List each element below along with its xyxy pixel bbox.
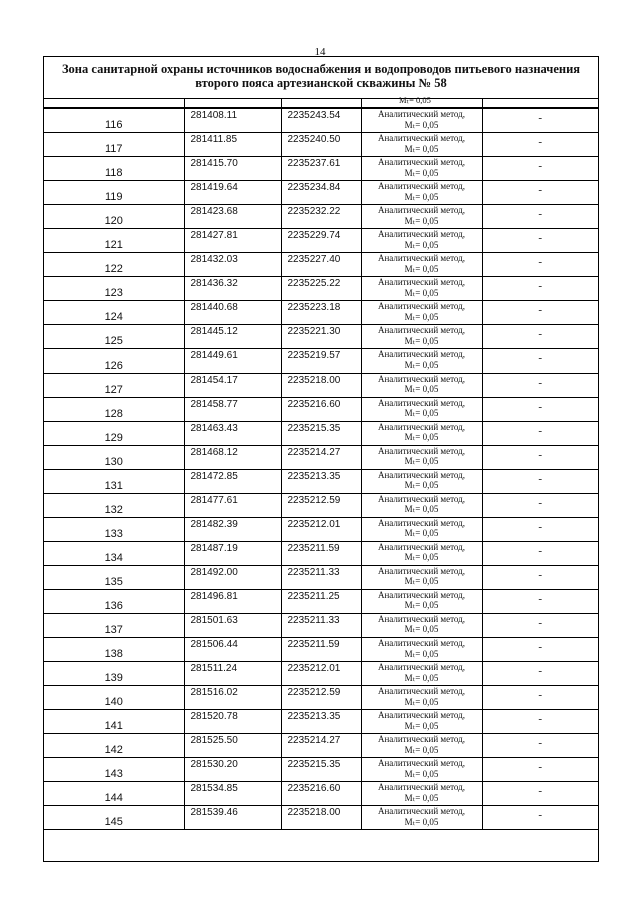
method-text: Аналитический метод,: [377, 349, 466, 360]
method-cell: [361, 686, 482, 710]
coordinate-y: 2235214.27: [281, 445, 361, 469]
table-row: [44, 109, 598, 133]
accuracy-text: Mₜ= 0,05: [404, 359, 439, 370]
coordinate-x: 281501.63: [184, 613, 281, 637]
note-cell: -: [482, 686, 598, 710]
note-cell: -: [482, 517, 598, 541]
method-text: Аналитический метод,: [377, 613, 466, 624]
accuracy-text: Mₜ= 0,05: [404, 119, 439, 130]
table-row: [44, 133, 598, 157]
accuracy-text: Mₜ= 0,05: [404, 239, 439, 250]
method-text: Аналитический метод,: [377, 181, 466, 192]
coordinate-x: 281419.64: [184, 181, 281, 205]
point-number: 134: [44, 541, 184, 565]
table-row: [44, 469, 598, 493]
coordinate-x: 281415.70: [184, 157, 281, 181]
coordinate-x: 281496.81: [184, 589, 281, 613]
note-cell: -: [482, 229, 598, 253]
note-cell: -: [482, 397, 598, 421]
point-number: 126: [44, 349, 184, 373]
coordinate-x: 281445.12: [184, 325, 281, 349]
point-number: 139: [44, 662, 184, 686]
point-number: 129: [44, 421, 184, 445]
table-row: [44, 421, 598, 445]
table-row: [44, 613, 598, 637]
method-cell: [361, 565, 482, 589]
point-number: 119: [44, 181, 184, 205]
note-cell: -: [482, 325, 598, 349]
title-line-1: Зона санитарной охраны источников водоснабжения и водопроводов питьевого назначения: [61, 62, 581, 76]
method-text: Аналитический метод,: [377, 589, 466, 600]
accuracy-text: Mₜ= 0,05: [404, 167, 439, 178]
method-cell: [361, 109, 482, 133]
method-text: Аналитический метод,: [377, 325, 466, 336]
note-cell: -: [482, 662, 598, 686]
method-text: Аналитический метод,: [377, 493, 466, 504]
method-text: Аналитический метод,: [377, 686, 466, 697]
coordinate-y: 2235218.00: [281, 373, 361, 397]
method-text: Аналитический метод,: [377, 157, 466, 168]
method-cell: [361, 397, 482, 421]
coordinate-y: 2235227.40: [281, 253, 361, 277]
document-frame: [43, 56, 599, 862]
note-cell: -: [482, 253, 598, 277]
accuracy-text: Mₜ= 0,05: [404, 408, 439, 419]
accuracy-text: Mₜ= 0,05: [404, 263, 439, 274]
coordinate-y: 2235212.01: [281, 662, 361, 686]
table-row: [44, 710, 598, 734]
method-cell: [361, 325, 482, 349]
method-cell: [361, 541, 482, 565]
method-text: Аналитический метод,: [377, 277, 466, 288]
note-cell: -: [482, 806, 598, 830]
method-text: Аналитический метод,: [377, 517, 466, 528]
accuracy-text: Mₜ= 0,05: [404, 720, 439, 731]
method-cell: [361, 710, 482, 734]
method-text: Аналитический метод,: [377, 205, 466, 216]
note-cell: -: [482, 565, 598, 589]
note-cell: -: [482, 734, 598, 758]
table-row: [44, 565, 598, 589]
point-number: 124: [44, 301, 184, 325]
coordinate-y: 2235221.30: [281, 325, 361, 349]
point-number: 117: [44, 133, 184, 157]
point-number: 132: [44, 493, 184, 517]
accuracy-text: Mₜ= 0,05: [404, 576, 439, 587]
coordinate-x: 281408.11: [184, 109, 281, 133]
point-number: 138: [44, 638, 184, 662]
point-number: 137: [44, 613, 184, 637]
coordinate-y: 2235219.57: [281, 349, 361, 373]
table-row: [44, 373, 598, 397]
coordinate-y: 2235223.18: [281, 301, 361, 325]
coordinate-x: 281423.68: [184, 205, 281, 229]
method-cell: [361, 229, 482, 253]
point-number: 122: [44, 253, 184, 277]
note-cell: -: [482, 710, 598, 734]
coordinate-y: 2235243.54: [281, 109, 361, 133]
note-cell: -: [482, 205, 598, 229]
point-number: 135: [44, 565, 184, 589]
point-number: 120: [44, 205, 184, 229]
method-text: Аналитический метод,: [377, 373, 466, 384]
accuracy-text: Mₜ= 0,05: [404, 600, 439, 611]
coordinate-y: 2235216.60: [281, 782, 361, 806]
method-cell: [361, 589, 482, 613]
method-text: Аналитический метод,: [377, 565, 466, 576]
method-text: Аналитический метод,: [377, 109, 466, 119]
point-number: 116: [44, 109, 184, 133]
accuracy-text: Mₜ= 0,05: [404, 215, 439, 226]
coordinate-y: 2235215.35: [281, 758, 361, 782]
method-text: Аналитический метод,: [377, 541, 466, 552]
note-cell: -: [482, 109, 598, 133]
table-row: [44, 349, 598, 373]
method-cell: [361, 758, 482, 782]
point-number: 118: [44, 157, 184, 181]
point-number: 131: [44, 469, 184, 493]
table-row: [44, 517, 598, 541]
coordinate-x: 281463.43: [184, 421, 281, 445]
coordinate-y: 2235237.61: [281, 157, 361, 181]
table-row: [44, 229, 598, 253]
method-cell: [361, 253, 482, 277]
coordinate-x: 281492.00: [184, 565, 281, 589]
coordinate-y: 2235225.22: [281, 277, 361, 301]
continued-row-fragment: [44, 95, 598, 108]
table-row: [44, 181, 598, 205]
method-cell: [361, 349, 482, 373]
point-number: 133: [44, 517, 184, 541]
accuracy-text: Mₜ= 0,05: [404, 191, 439, 202]
method-text: Аналитический метод,: [377, 638, 466, 649]
accuracy-text: Mₜ= 0,05: [404, 816, 439, 827]
note-cell: -: [482, 589, 598, 613]
accuracy-text: Mₜ= 0,05: [404, 143, 439, 154]
coordinate-x: 281520.78: [184, 710, 281, 734]
note-cell: -: [482, 638, 598, 662]
method-cell: [361, 806, 482, 830]
point-number: 136: [44, 589, 184, 613]
coordinate-x: 281516.02: [184, 686, 281, 710]
method-text: Аналитический метод,: [377, 806, 466, 817]
table-row: [44, 638, 598, 662]
coordinate-x: 281440.68: [184, 301, 281, 325]
coordinate-y: 2235213.35: [281, 710, 361, 734]
note-cell: -: [482, 133, 598, 157]
coordinate-y: 2235240.50: [281, 133, 361, 157]
method-text: Аналитический метод,: [377, 133, 466, 144]
coordinate-x: 281487.19: [184, 541, 281, 565]
coordinate-y: 2235211.33: [281, 565, 361, 589]
note-cell: -: [482, 445, 598, 469]
coordinate-x: 281436.32: [184, 277, 281, 301]
method-cell: [361, 181, 482, 205]
point-number: 143: [44, 758, 184, 782]
continued-accuracy: Mₜ= 0,05: [399, 95, 431, 105]
table-row: [44, 782, 598, 806]
coordinate-x: 281454.17: [184, 373, 281, 397]
coordinate-y: 2235214.27: [281, 734, 361, 758]
note-cell: -: [482, 469, 598, 493]
method-text: Аналитический метод,: [377, 662, 466, 673]
accuracy-text: Mₜ= 0,05: [404, 456, 439, 467]
point-number: 123: [44, 277, 184, 301]
accuracy-text: Mₜ= 0,05: [404, 287, 439, 298]
method-cell: [361, 445, 482, 469]
point-number: 130: [44, 445, 184, 469]
table-row: [44, 686, 598, 710]
coordinates-table: [44, 108, 598, 830]
page-title: [44, 57, 598, 99]
table-row: [44, 758, 598, 782]
note-cell: -: [482, 181, 598, 205]
note-cell: -: [482, 758, 598, 782]
coordinate-x: 281525.50: [184, 734, 281, 758]
method-text: Аналитический метод,: [377, 710, 466, 721]
method-cell: [361, 662, 482, 686]
method-cell: [361, 133, 482, 157]
point-number: 144: [44, 782, 184, 806]
coordinate-y: 2235216.60: [281, 397, 361, 421]
method-cell: [361, 277, 482, 301]
title-line-2: второго пояса артезианской скважины № 58: [195, 76, 447, 90]
table-row: [44, 397, 598, 421]
coordinate-x: 281449.61: [184, 349, 281, 373]
accuracy-text: Mₜ= 0,05: [404, 672, 439, 683]
method-cell: [361, 613, 482, 637]
method-cell: [361, 301, 482, 325]
point-number: 121: [44, 229, 184, 253]
table-row: [44, 301, 598, 325]
point-number: 128: [44, 397, 184, 421]
method-text: Аналитический метод,: [377, 782, 466, 793]
method-cell: [361, 205, 482, 229]
table-row: [44, 325, 598, 349]
coordinate-x: 281468.12: [184, 445, 281, 469]
point-number: 141: [44, 710, 184, 734]
method-text: Аналитический метод,: [377, 445, 466, 456]
method-cell: [361, 469, 482, 493]
coordinate-x: 281506.44: [184, 638, 281, 662]
accuracy-text: Mₜ= 0,05: [404, 311, 439, 322]
coordinate-y: 2235211.59: [281, 541, 361, 565]
accuracy-text: Mₜ= 0,05: [404, 792, 439, 803]
method-text: Аналитический метод,: [377, 301, 466, 312]
coordinate-x: 281472.85: [184, 469, 281, 493]
table-row: [44, 205, 598, 229]
method-cell: [361, 373, 482, 397]
note-cell: -: [482, 493, 598, 517]
method-text: Аналитический метод,: [377, 734, 466, 745]
accuracy-text: Mₜ= 0,05: [404, 768, 439, 779]
accuracy-text: Mₜ= 0,05: [404, 384, 439, 395]
note-cell: -: [482, 301, 598, 325]
note-cell: -: [482, 349, 598, 373]
coordinate-x: 281432.03: [184, 253, 281, 277]
table-row: [44, 734, 598, 758]
point-number: 127: [44, 373, 184, 397]
table-row: [44, 589, 598, 613]
method-text: Аналитический метод,: [377, 397, 466, 408]
coordinate-y: 2235234.84: [281, 181, 361, 205]
table-row: [44, 445, 598, 469]
accuracy-text: Mₜ= 0,05: [404, 552, 439, 563]
method-text: Аналитический метод,: [377, 421, 466, 432]
coordinate-x: 281427.81: [184, 229, 281, 253]
point-number: 140: [44, 686, 184, 710]
method-cell: [361, 517, 482, 541]
coordinate-x: 281511.24: [184, 662, 281, 686]
table-row: [44, 662, 598, 686]
coordinate-x: 281482.39: [184, 517, 281, 541]
method-cell: [361, 493, 482, 517]
point-number: 145: [44, 806, 184, 830]
note-cell: -: [482, 277, 598, 301]
coordinate-y: 2235213.35: [281, 469, 361, 493]
method-cell: [361, 421, 482, 445]
coordinate-x: 281534.85: [184, 782, 281, 806]
accuracy-text: Mₜ= 0,05: [404, 624, 439, 635]
accuracy-text: Mₜ= 0,05: [404, 648, 439, 659]
accuracy-text: Mₜ= 0,05: [404, 744, 439, 755]
coordinate-y: 2235218.00: [281, 806, 361, 830]
method-cell: [361, 734, 482, 758]
coordinate-y: 2235215.35: [281, 421, 361, 445]
table-row: [44, 493, 598, 517]
table-row: [44, 253, 598, 277]
note-cell: -: [482, 421, 598, 445]
note-cell: -: [482, 613, 598, 637]
method-text: Аналитический метод,: [377, 758, 466, 769]
coordinate-y: 2235211.25: [281, 589, 361, 613]
accuracy-text: Mₜ= 0,05: [404, 528, 439, 539]
method-text: Аналитический метод,: [377, 229, 466, 240]
table-row: [44, 541, 598, 565]
coordinate-y: 2235212.01: [281, 517, 361, 541]
accuracy-text: Mₜ= 0,05: [404, 432, 439, 443]
page-number: 14: [314, 46, 326, 58]
coordinate-x: 281477.61: [184, 493, 281, 517]
coordinate-x: 281530.20: [184, 758, 281, 782]
accuracy-text: Mₜ= 0,05: [404, 335, 439, 346]
accuracy-text: Mₜ= 0,05: [404, 504, 439, 515]
method-cell: [361, 782, 482, 806]
note-cell: -: [482, 541, 598, 565]
point-number: 142: [44, 734, 184, 758]
coordinate-y: 2235211.59: [281, 638, 361, 662]
accuracy-text: Mₜ= 0,05: [404, 480, 439, 491]
coordinate-y: 2235232.22: [281, 205, 361, 229]
table-row: [44, 806, 598, 830]
coordinate-y: 2235229.74: [281, 229, 361, 253]
coordinate-y: 2235211.33: [281, 613, 361, 637]
coordinate-x: 281411.85: [184, 133, 281, 157]
note-cell: -: [482, 373, 598, 397]
method-cell: [361, 638, 482, 662]
coordinate-x: 281539.46: [184, 806, 281, 830]
note-cell: -: [482, 157, 598, 181]
coordinate-x: 281458.77: [184, 397, 281, 421]
method-text: Аналитический метод,: [377, 253, 466, 264]
table-row: [44, 277, 598, 301]
note-cell: -: [482, 782, 598, 806]
table-row: [44, 157, 598, 181]
method-cell: [361, 157, 482, 181]
accuracy-text: Mₜ= 0,05: [404, 696, 439, 707]
coordinate-y: 2235212.59: [281, 493, 361, 517]
method-text: Аналитический метод,: [377, 469, 466, 480]
point-number: 125: [44, 325, 184, 349]
coordinate-y: 2235212.59: [281, 686, 361, 710]
